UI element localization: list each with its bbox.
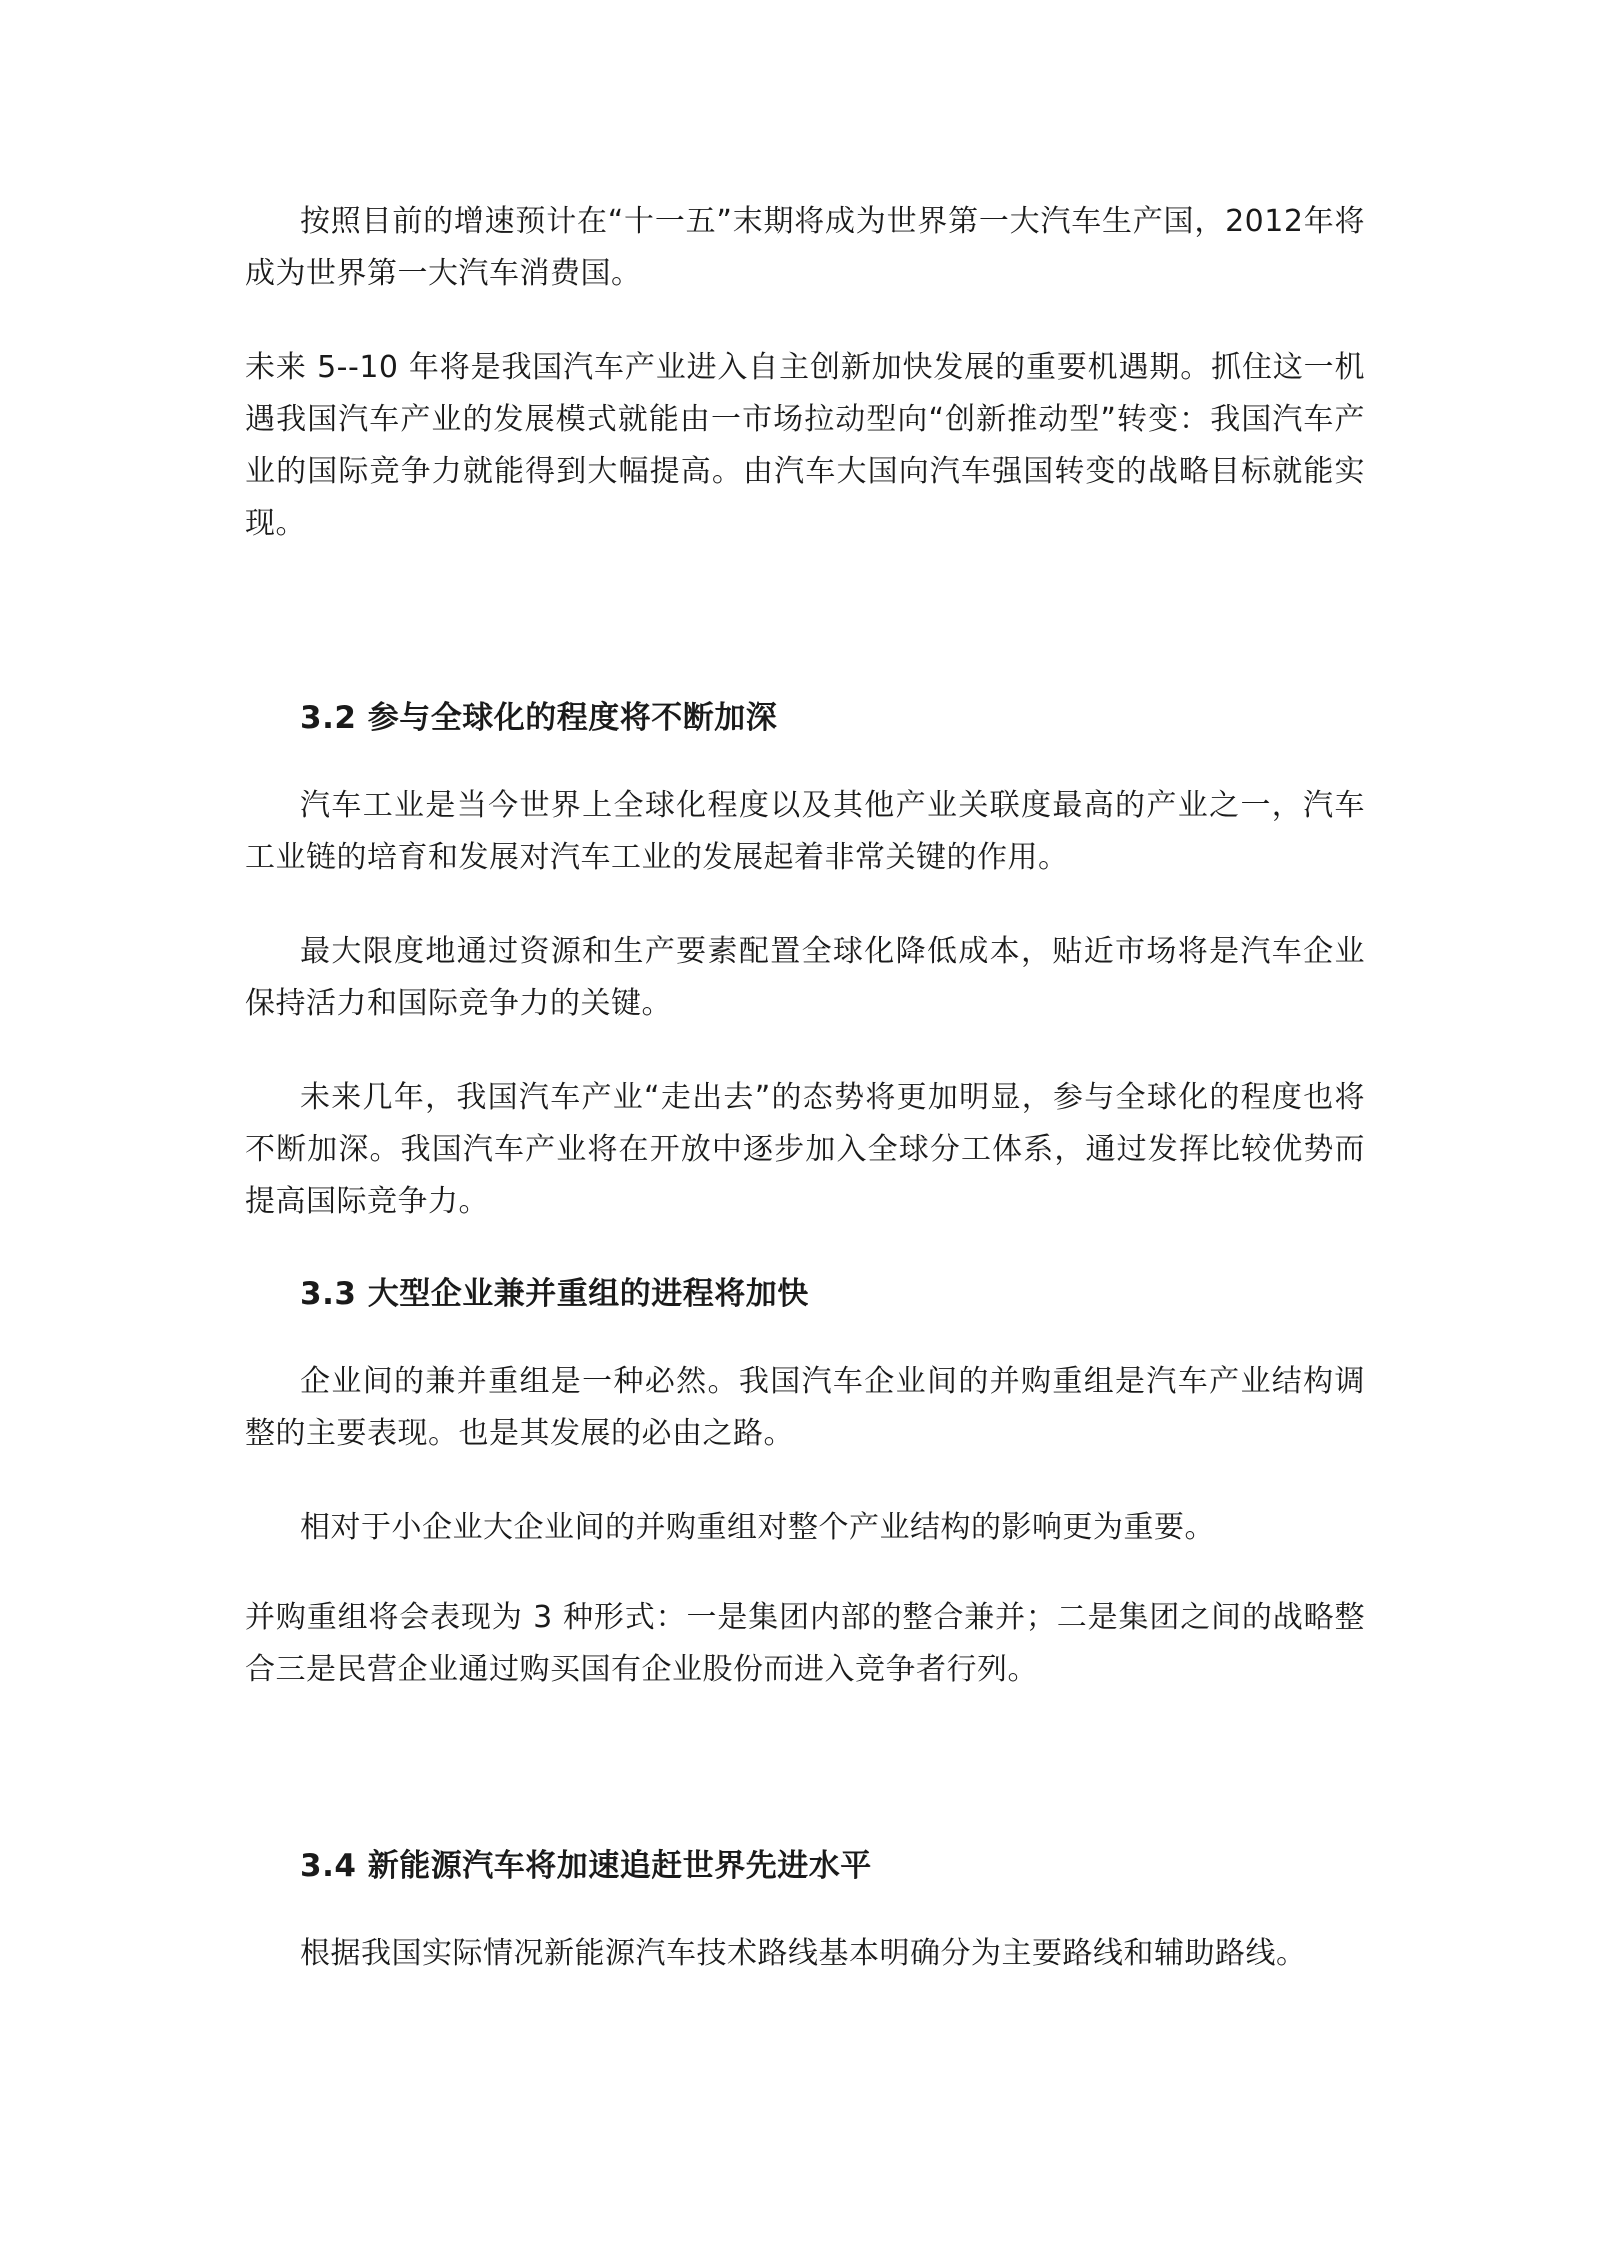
paragraph-cost-reduction: 最大限度地通过资源和生产要素配置全球化降低成本，贴近市场将是汽车企业保持活力和国际竞争力的关键。 <box>245 934 1365 1021</box>
section-heading-3-3: 3.3 大型企业兼并重组的进程将加快 <box>300 1276 809 1312</box>
paragraph-merger-forms: 并购重组将会表现为 3 种形式：一是集团内部的整合兼并；二是集团之间的战略整合三是民营企业通过购买国有企业股份而进入竞争者行列。 <box>245 1600 1365 1687</box>
paragraph-new-energy-routes: 根据我国实际情况新能源汽车技术路线基本明确分为主要路线和辅助路线。 <box>300 1936 1307 1971</box>
paragraph-large-enterprises: 相对于小企业大企业间的并购重组对整个产业结构的影响更为重要。 <box>300 1510 1215 1545</box>
section-heading-3-2: 3.2 参与全球化的程度将不断加深 <box>300 700 778 736</box>
section-heading-3-4: 3.4 新能源汽车将加速追赶世界先进水平 <box>300 1848 872 1884</box>
paragraph-going-global: 未来几年，我国汽车产业“走出去”的态势将更加明显，参与全球化的程度也将不断加深。我国汽车产业将在开放中逐步加入全球分工体系，通过发挥比较优势而提高国际竞争力。 <box>245 1080 1365 1219</box>
paragraph-innovation-opportunity: 未来 5--10 年将是我国汽车产业进入自主创新加快发展的重要机遇期。抓住这一机遇我国汽车产业的发展模式就能由一市场拉动型向“创新推动型”转变：我国汽车产业的国际竞争力就能得到大幅提高。由汽车大国向汽车强国转变的战略目标就能实现。 <box>245 350 1365 541</box>
paragraph-mergers-necessity: 企业间的兼并重组是一种必然。我国汽车企业间的并购重组是汽车产业结构调整的主要表现。也是其发展的必由之路。 <box>245 1364 1365 1451</box>
paragraph-production-forecast: 按照目前的增速预计在“十一五”末期将成为世界第一大汽车生产国，2012年将成为世界第一大汽车消费国。 <box>245 204 1365 291</box>
paragraph-globalization-industry: 汽车工业是当今世界上全球化程度以及其他产业关联度最高的产业之一，汽车工业链的培育和发展对汽车工业的发展起着非常关键的作用。 <box>245 788 1365 875</box>
